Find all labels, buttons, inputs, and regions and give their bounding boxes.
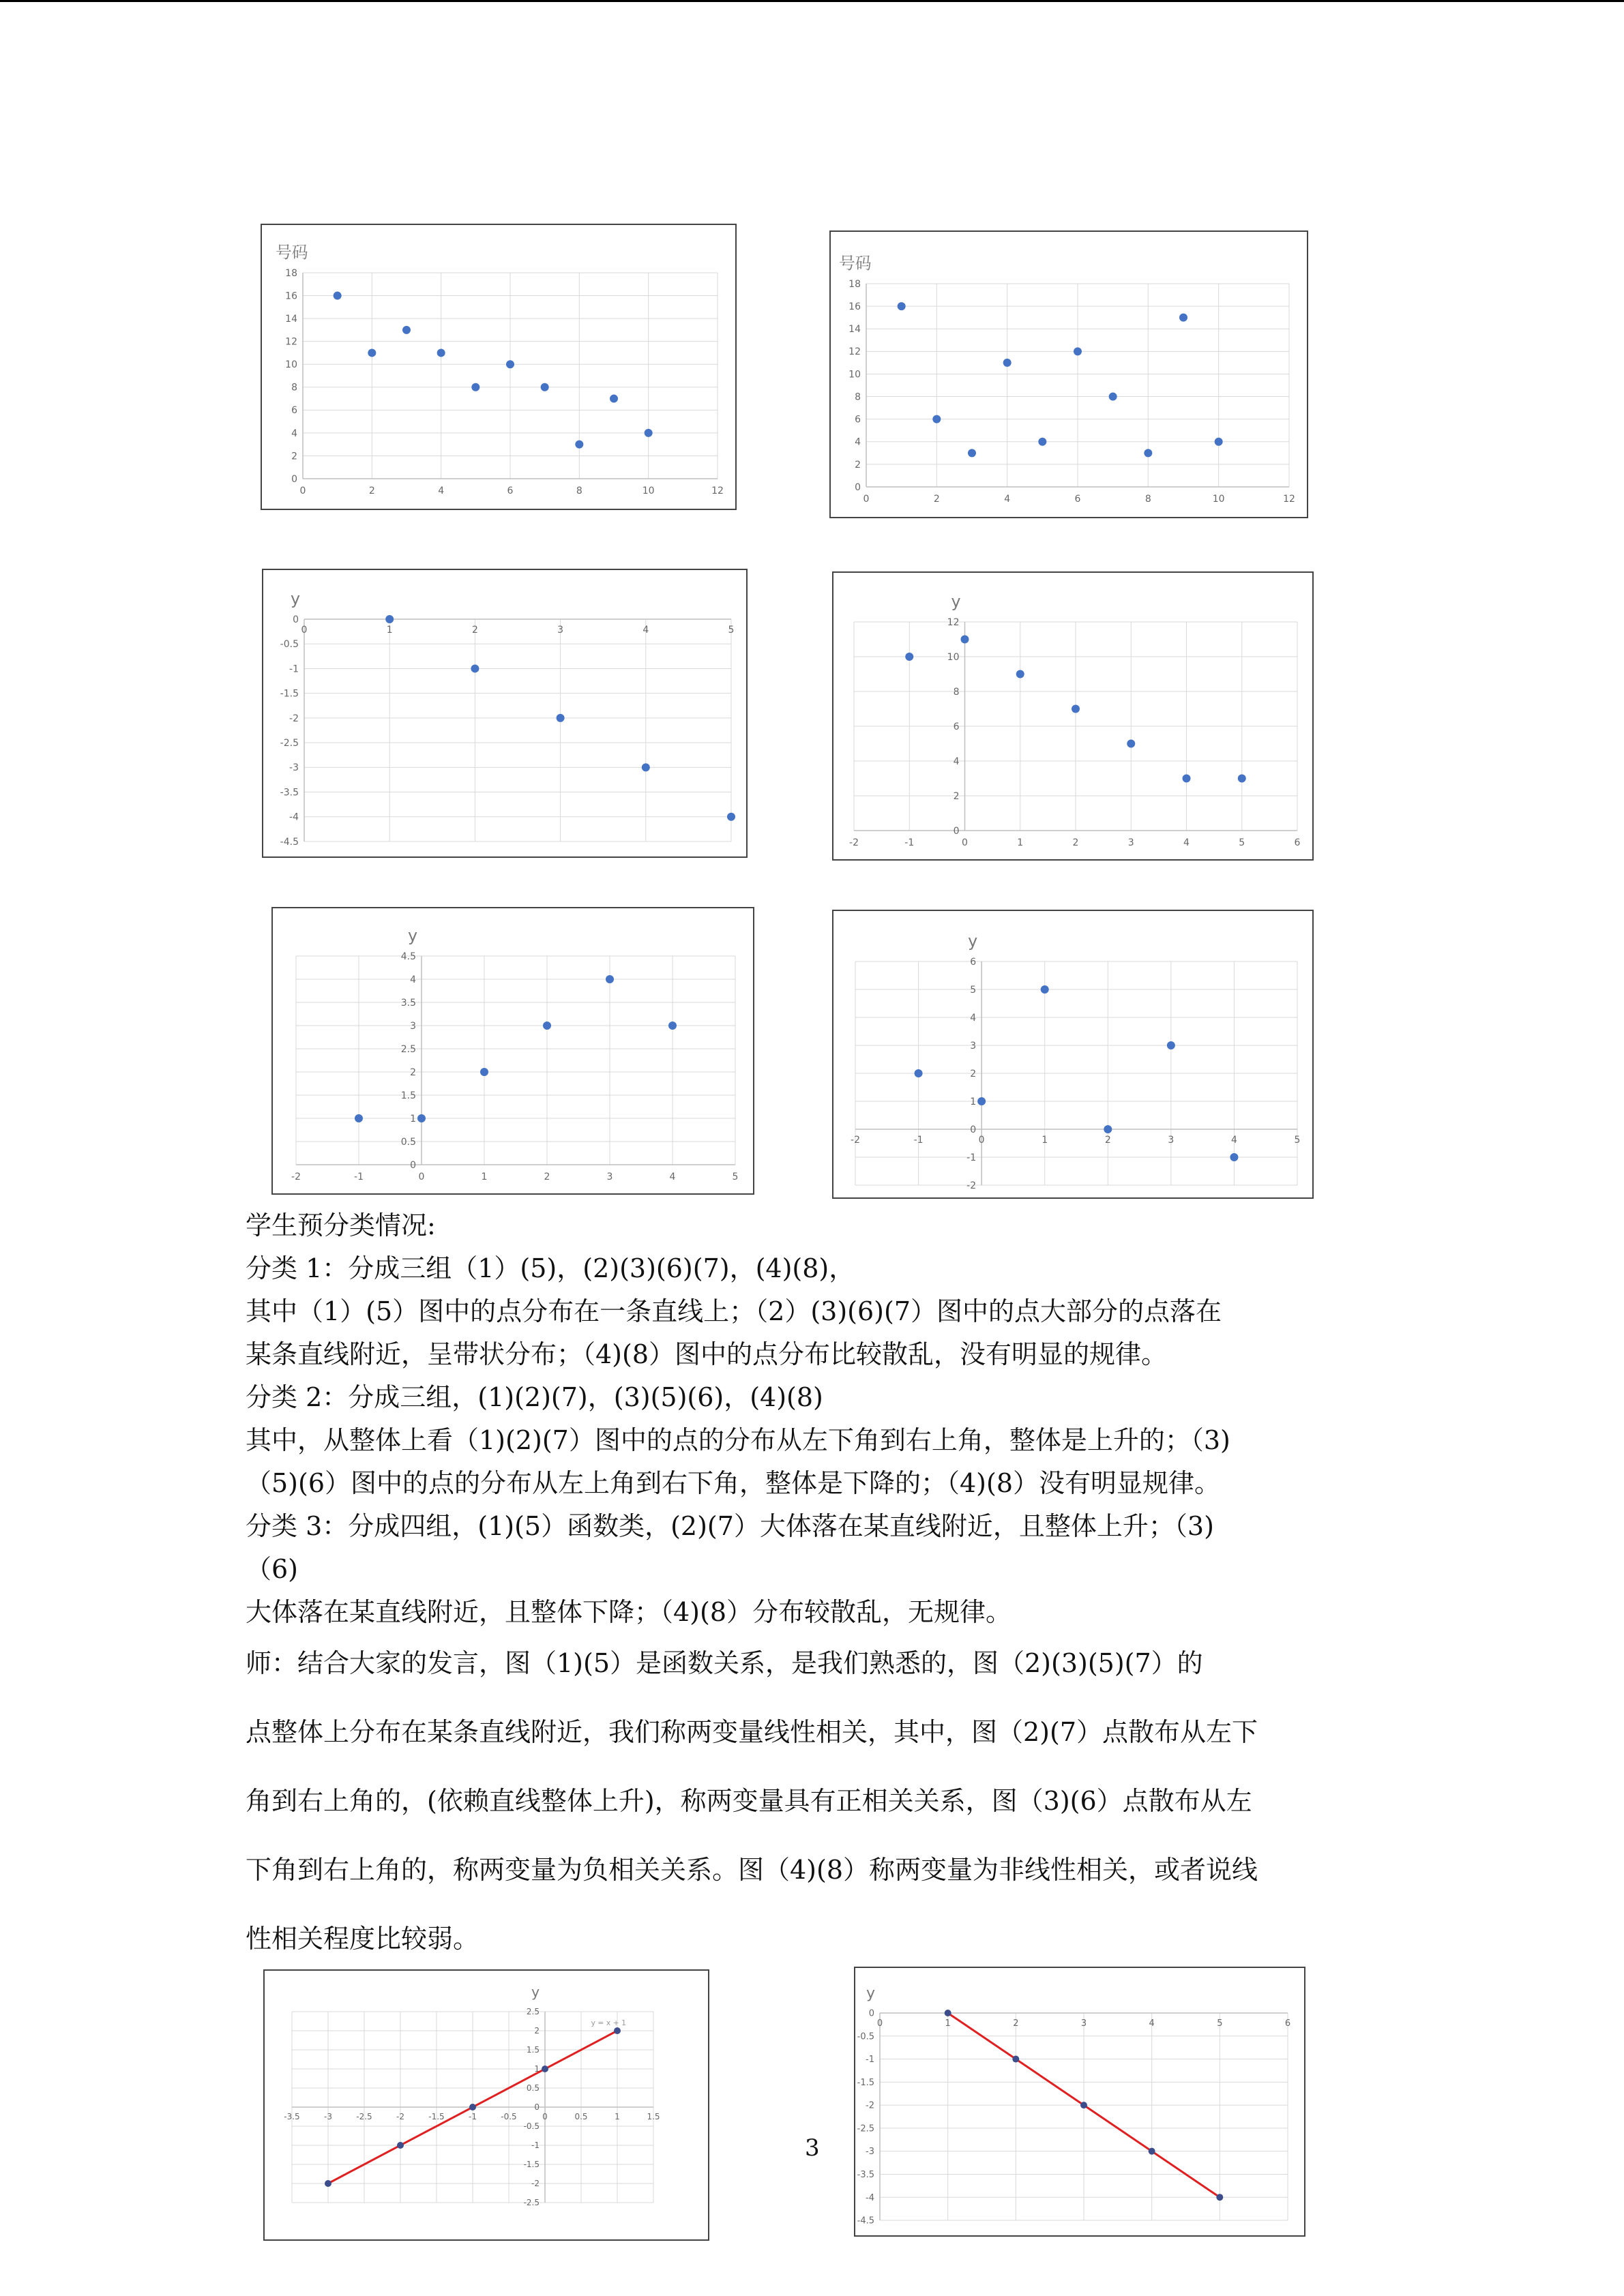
chart-svg-5: [273, 908, 753, 1193]
data-point: [471, 383, 479, 391]
y-tick-label: 16: [848, 301, 861, 313]
para-9: （6): [246, 1554, 299, 1584]
y-tick-label: -3: [289, 762, 299, 774]
data-point: [1238, 775, 1246, 783]
x-tick-label: 0: [962, 837, 968, 848]
x-tick-label: 2: [471, 625, 478, 636]
x-tick-label: -0.5: [501, 2112, 517, 2121]
scatter-chart-1: [261, 224, 737, 510]
y-tick-label: -4: [866, 2192, 874, 2203]
y-axis-title: y: [968, 931, 978, 951]
y-axis-title: y: [408, 926, 418, 945]
y-tick-label: 1: [534, 2064, 540, 2074]
y-tick-label: 12: [848, 346, 861, 358]
data-point: [610, 395, 618, 403]
x-tick-label: 6: [507, 486, 514, 496]
y-tick-label: -3: [866, 2147, 874, 2158]
data-point: [1215, 438, 1223, 446]
x-tick-label: 5: [1294, 1135, 1301, 1146]
para-4: 某条直线附近，呈带状分布；（4)(8）图中的点分布比较散乱，没有明显的规律。: [246, 1339, 1168, 1369]
y-tick-label: 0: [291, 473, 297, 485]
y-tick-label: 1: [970, 1096, 977, 1107]
para-15: 性相关程度比较弱。: [246, 1924, 479, 1954]
data-point: [1149, 2148, 1155, 2155]
para-1: 学生预分类情况:: [246, 1210, 436, 1240]
data-point: [945, 2010, 951, 2016]
data-point: [542, 2066, 548, 2072]
data-point: [968, 449, 976, 457]
scatter-chart-4: [832, 571, 1314, 861]
y-tick-label: -3.5: [280, 787, 299, 799]
x-tick-label: 1: [386, 625, 393, 636]
x-tick-label: 2: [1072, 837, 1079, 848]
x-tick-label: 8: [1145, 494, 1151, 505]
y-tick-label: 2: [291, 451, 297, 462]
data-point: [1038, 438, 1046, 446]
chart-svg-8: [855, 1968, 1304, 2235]
x-tick-label: -2: [396, 2112, 404, 2121]
x-tick-label: -1.5: [428, 2112, 445, 2121]
x-tick-label: 12: [1283, 494, 1295, 505]
x-tick-label: 3: [557, 625, 564, 636]
data-point: [1041, 985, 1049, 994]
x-tick-label: 3: [606, 1172, 613, 1182]
x-tick-label: -1: [354, 1172, 364, 1182]
y-tick-label: 8: [953, 686, 960, 698]
x-tick-label: 5: [1239, 837, 1245, 848]
y-tick-label: 0: [293, 614, 299, 625]
data-point: [402, 326, 411, 334]
y-tick-label: -1.5: [280, 688, 299, 700]
x-tick-label: 0: [301, 625, 308, 636]
x-tick-label: 6: [1294, 837, 1301, 848]
data-point: [417, 1114, 426, 1122]
y-tick-label: 0: [410, 1159, 416, 1171]
data-point: [334, 292, 342, 300]
y-tick-label: 2: [970, 1068, 977, 1079]
para-2: 分类 1：分成三组（1）(5)，(2)(3)(6)(7)，(4)(8)，: [246, 1253, 855, 1283]
y-axis-title: 号码: [839, 254, 872, 273]
data-point: [614, 2027, 621, 2034]
y-tick-label: -1: [966, 1152, 977, 1163]
data-point: [368, 348, 376, 357]
data-point: [480, 1068, 488, 1076]
data-point: [1144, 449, 1152, 457]
data-point: [1216, 2194, 1223, 2201]
data-point: [977, 1097, 986, 1105]
y-tick-label: 4: [291, 428, 297, 439]
y-tick-label: -2.5: [280, 738, 299, 749]
x-tick-label: 2: [1104, 1135, 1111, 1146]
para-8: 分类 3：分成四组，(1)(5）函数类，(2)(7）大体落在某直线附近，且整体上升；（3): [246, 1511, 1214, 1541]
y-tick-label: -2: [289, 713, 299, 724]
y-tick-label: 0: [868, 2008, 874, 2019]
y-tick-label: 0.5: [526, 2083, 540, 2093]
x-tick-label: 1.5: [647, 2112, 660, 2121]
data-point: [727, 813, 735, 821]
para-13: 角到右上角的，(依赖直线整体上升)，称两变量具有正相关关系，图（3)(6）点散布从左: [246, 1786, 1252, 1816]
x-tick-label: 0: [299, 486, 306, 496]
y-tick-label: -0.5: [523, 2121, 540, 2132]
data-point: [1074, 347, 1082, 355]
y-tick-label: 1.5: [526, 2045, 540, 2055]
x-tick-label: 1: [615, 2112, 620, 2121]
data-point: [541, 383, 549, 391]
x-tick-label: 4: [669, 1172, 676, 1182]
data-point: [325, 2180, 331, 2187]
chart-svg-1: [262, 225, 735, 509]
scatter-chart-3: [262, 569, 748, 858]
data-point: [645, 429, 653, 437]
data-point: [1127, 740, 1135, 748]
x-tick-label: 5: [732, 1172, 739, 1182]
x-tick-label: 4: [1149, 2018, 1155, 2029]
y-tick-label: 4: [410, 974, 416, 985]
data-point: [932, 415, 941, 423]
y-axis-title: y: [951, 592, 961, 611]
y-tick-label: -2: [531, 2179, 540, 2189]
y-tick-label: 0: [534, 2102, 540, 2113]
y-tick-label: 0: [953, 825, 960, 837]
data-point: [1072, 705, 1080, 713]
y-tick-label: -4.5: [280, 836, 299, 848]
para-7: （5)(6）图中的点的分布从左上角到右下角，整体是下降的；（4)(8）没有明显规律。: [246, 1468, 1221, 1498]
chart-svg-6: [833, 911, 1312, 1197]
data-point: [1167, 1041, 1175, 1049]
y-tick-label: 4: [953, 756, 960, 767]
data-point: [355, 1114, 363, 1122]
y-tick-label: -1.5: [523, 2160, 540, 2170]
para-10: 大体落在某直线附近，且整体下降；（4)(8）分布较散乱，无规律。: [246, 1597, 1012, 1627]
para-14: 下角到右上角的，称两变量为负相关关系。图（4)(8）称两变量为非线性相关，或者说线: [246, 1855, 1258, 1885]
x-tick-label: 4: [643, 625, 649, 636]
y-tick-label: -1.5: [857, 2077, 874, 2088]
data-point: [575, 441, 583, 449]
data-point: [471, 664, 479, 672]
x-tick-label: 0.5: [574, 2112, 588, 2121]
y-tick-label: 1: [410, 1113, 416, 1124]
y-tick-label: 10: [947, 651, 960, 663]
y-tick-label: 2: [410, 1067, 416, 1078]
data-point: [915, 1069, 923, 1077]
x-tick-label: 0: [978, 1135, 985, 1146]
x-tick-label: 4: [1230, 1135, 1237, 1146]
data-point: [557, 714, 565, 722]
x-tick-label: 1: [1017, 837, 1024, 848]
y-tick-label: 6: [291, 405, 297, 417]
y-tick-label: 0: [855, 481, 861, 493]
x-tick-label: -2: [291, 1172, 301, 1182]
para-6: 其中，从整体上看（1)(2)(7）图中的点的分布从左下角到右上角，整体是上升的；（3): [246, 1425, 1230, 1455]
y-tick-label: -1: [531, 2141, 540, 2151]
y-tick-label: 2: [855, 459, 861, 471]
y-tick-label: 4: [855, 436, 861, 448]
x-tick-label: 1: [945, 2018, 951, 2029]
x-tick-label: 1: [481, 1172, 488, 1182]
data-point: [469, 2104, 476, 2111]
x-tick-label: -1: [913, 1135, 924, 1146]
y-tick-label: 3.5: [400, 997, 416, 1009]
x-tick-label: 0: [876, 2018, 883, 2029]
data-point: [1109, 393, 1117, 401]
x-tick-label: 4: [1004, 494, 1011, 505]
data-point: [606, 975, 614, 983]
y-tick-label: 12: [285, 336, 297, 348]
chart-svg-2: [831, 232, 1307, 517]
x-tick-label: -1: [469, 2112, 477, 2121]
y-tick-label: 4.5: [400, 951, 416, 962]
y-tick-label: -2: [966, 1180, 977, 1191]
x-tick-label: 0: [418, 1172, 425, 1182]
data-point: [1230, 1153, 1238, 1161]
y-tick-label: -4.5: [857, 2216, 874, 2226]
body-text: [246, 1204, 1405, 1955]
x-tick-label: 3: [1080, 2018, 1087, 2029]
x-tick-label: -3.5: [284, 2112, 300, 2121]
x-tick-label: 6: [1074, 494, 1081, 505]
para-3: 其中（1）(5）图中的点分布在一条直线上；（2）(3)(6)(7）图中的点大部分的点落在: [246, 1296, 1222, 1326]
y-tick-label: -1: [289, 664, 299, 675]
x-tick-label: 6: [1284, 2018, 1291, 2029]
x-tick-label: 5: [1217, 2018, 1223, 2029]
x-tick-label: -1: [904, 837, 915, 848]
y-tick-label: 2: [953, 790, 960, 802]
data-point: [397, 2142, 404, 2149]
x-tick-label: 8: [576, 486, 582, 496]
chart-svg-4: [833, 573, 1312, 859]
x-tick-label: 2: [368, 486, 375, 496]
x-tick-label: 1: [1042, 1135, 1048, 1146]
x-tick-label: 0: [863, 494, 870, 505]
y-tick-label: 2.5: [526, 2007, 540, 2017]
y-tick-label: 6: [970, 956, 977, 968]
data-point: [905, 653, 913, 661]
y-tick-label: -0.5: [280, 639, 299, 651]
data-point: [506, 360, 514, 368]
data-point: [1012, 2056, 1019, 2063]
x-tick-label: 0: [542, 2112, 548, 2121]
x-tick-label: -3: [324, 2112, 332, 2121]
x-tick-label: 4: [438, 486, 445, 496]
y-tick-label: 3: [410, 1020, 416, 1032]
scatter-chart-2: [829, 230, 1308, 518]
scatter-chart-6: [832, 910, 1314, 1199]
y-tick-label: 14: [848, 324, 861, 336]
line-chart-8: [854, 1967, 1305, 2237]
y-tick-label: 18: [285, 267, 297, 279]
y-tick-label: 6: [855, 414, 861, 426]
y-tick-label: 14: [285, 314, 297, 325]
x-tick-label: -2: [851, 1135, 860, 1146]
data-point: [642, 763, 650, 771]
data-point: [1080, 2102, 1087, 2108]
line-chart-7: [263, 1969, 709, 2241]
y-tick-label: 10: [285, 359, 297, 371]
data-point: [437, 348, 445, 357]
y-axis-title: 号码: [276, 243, 308, 262]
data-point: [961, 636, 969, 644]
y-tick-label: 12: [947, 616, 960, 628]
y-tick-label: -2.5: [857, 2123, 874, 2134]
y-tick-label: 16: [285, 290, 297, 302]
y-tick-label: 2: [534, 2026, 540, 2036]
page-number: 3: [805, 2134, 820, 2162]
y-tick-label: 1.5: [400, 1090, 416, 1101]
x-tick-label: 2: [544, 1172, 550, 1182]
chart-svg-7: [265, 1971, 708, 2239]
x-tick-label: -2.5: [356, 2112, 372, 2121]
y-tick-label: -3.5: [857, 2169, 874, 2180]
data-point: [543, 1022, 551, 1030]
data-point: [668, 1022, 677, 1030]
x-tick-label: 2: [1013, 2018, 1019, 2029]
legend-label: y = x + 1: [591, 2018, 626, 2027]
y-tick-label: -0.5: [857, 2031, 874, 2042]
data-point: [1016, 670, 1024, 679]
x-tick-label: 4: [1183, 837, 1190, 848]
para-11: 师：结合大家的发言，图（1)(5）是函数关系，是我们熟悉的，图（2)(3)(5)(7）的: [246, 1648, 1203, 1678]
y-tick-label: 2.5: [400, 1043, 416, 1055]
y-axis-title: y: [291, 589, 301, 608]
y-axis-title: y: [866, 1984, 876, 2002]
x-tick-label: 10: [1212, 494, 1225, 505]
data-point: [1183, 775, 1191, 783]
x-tick-label: 3: [1168, 1135, 1175, 1146]
data-point: [1104, 1125, 1112, 1133]
y-tick-label: 0: [970, 1124, 977, 1135]
y-tick-label: -1: [866, 2055, 874, 2066]
y-tick-label: 10: [848, 369, 861, 381]
chart-svg-3: [263, 570, 746, 856]
para-12: 点整体上分布在某条直线附近，我们称两变量线性相关，其中，图（2)(7）点散布从左下: [246, 1717, 1258, 1747]
x-tick-label: 5: [728, 625, 735, 636]
y-tick-label: -4: [289, 811, 299, 823]
top-rule: [0, 0, 1624, 2]
y-tick-label: -2.5: [523, 2198, 540, 2208]
x-tick-label: 2: [933, 494, 940, 505]
x-tick-label: 12: [711, 486, 724, 496]
data-point: [1003, 359, 1012, 367]
scatter-chart-5: [271, 907, 754, 1195]
data-point: [385, 615, 394, 623]
para-5: 分类 2：分成三组，(1)(2)(7)，(3)(5)(6)，(4)(8): [246, 1382, 823, 1412]
data-point: [1179, 314, 1187, 322]
y-tick-label: 5: [970, 984, 977, 996]
y-tick-label: 6: [953, 721, 960, 732]
x-tick-label: 10: [642, 486, 655, 496]
y-tick-label: 18: [848, 278, 861, 290]
y-tick-label: 8: [855, 391, 861, 403]
y-axis-title: y: [531, 1984, 540, 2000]
data-point: [898, 302, 906, 310]
x-tick-label: 3: [1127, 837, 1134, 848]
y-tick-label: 8: [291, 382, 297, 393]
y-tick-label: 3: [970, 1040, 977, 1052]
y-tick-label: 4: [970, 1012, 977, 1024]
y-tick-label: 0.5: [400, 1136, 416, 1148]
x-tick-label: -2: [849, 837, 859, 848]
y-tick-label: -2: [866, 2100, 874, 2111]
